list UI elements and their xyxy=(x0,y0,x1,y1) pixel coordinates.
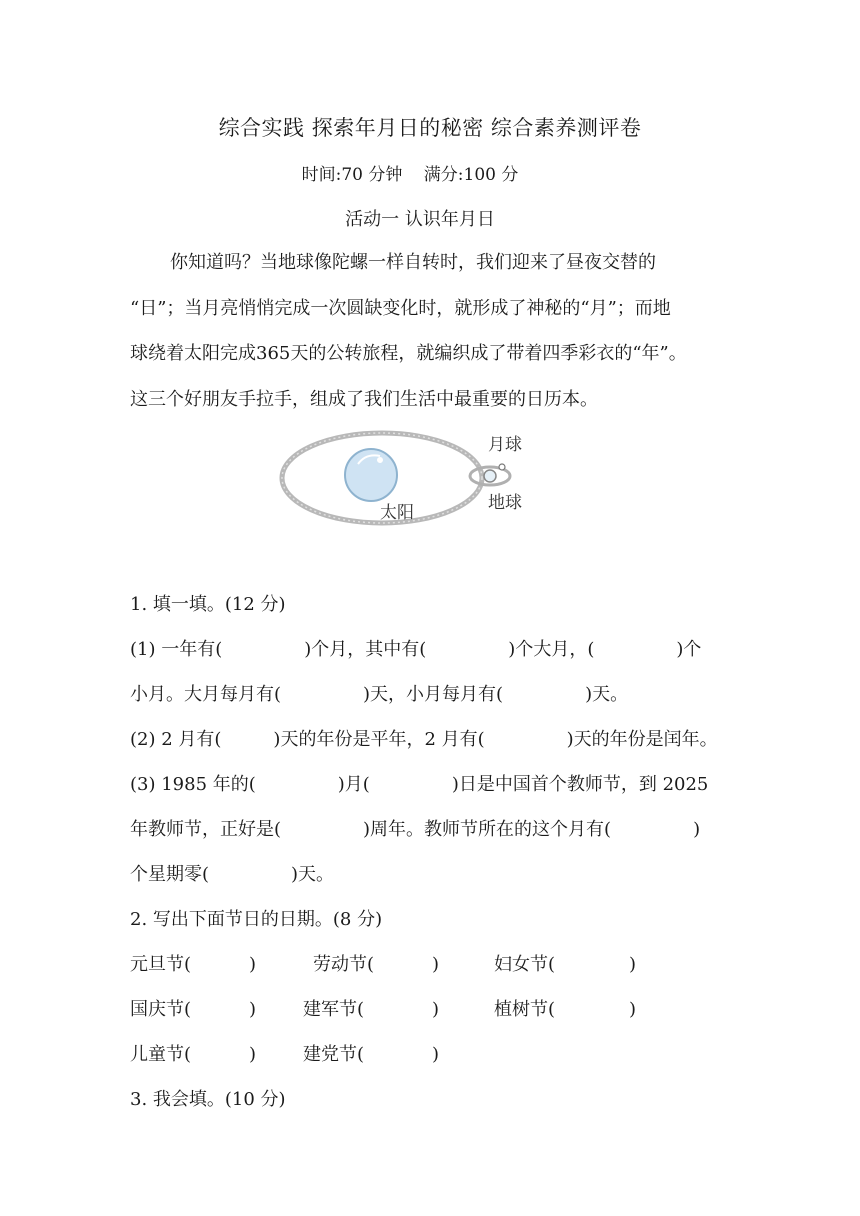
intro-line: 球绕着太阳完成365天的公转旅程，就编织成了带着四季彩衣的“年”。 xyxy=(130,343,687,364)
q2-title: 2. 写出下面节日的日期。(8 分) xyxy=(130,909,383,930)
section-title: 活动一 认识年月日 xyxy=(345,209,495,230)
holiday-army-day: 建军节( ) xyxy=(303,999,440,1020)
q1-part1-line1: (1) 一年有( )个月，其中有( )个大月，( )个 xyxy=(130,639,702,660)
q3-title: 3. 我会填。(10 分) xyxy=(130,1089,286,1110)
moon-label: 月球 xyxy=(488,435,522,455)
intro-line: “日”；当月亮悄悄完成一次圆缺变化时，就形成了神秘的“月”；而地 xyxy=(130,297,671,319)
intro-line: 你知道吗？当地球像陀螺一样自转时，我们迎来了昼夜交替的 xyxy=(170,252,656,273)
q1-part3-line2: 年教师节，正好是( )周年。教师节所在的这个月有( ) xyxy=(130,819,701,840)
q1-title: 1. 填一填。(12 分) xyxy=(130,594,286,615)
intro-line: 这三个好朋友手拉手，组成了我们生活中最重要的日历本。 xyxy=(130,388,598,410)
q1-part3-line3: 个星期零( )天。 xyxy=(130,864,335,885)
holiday-new-year: 元旦节( ) xyxy=(130,954,257,975)
q1-part2: (2) 2 月有( )天的年份是平年，2 月有( )天的年份是闰年。 xyxy=(130,729,718,750)
full-score: 满分:100 分 xyxy=(423,165,519,185)
holiday-womens-day: 妇女节( ) xyxy=(494,954,637,975)
holiday-arbor-day: 植树节( ) xyxy=(494,999,637,1020)
moon-icon xyxy=(499,464,505,470)
sun-icon xyxy=(345,449,397,501)
orbit-illustration xyxy=(276,420,536,530)
page-title: 综合实践 探索年月日的秘密 综合素养测评卷 xyxy=(218,116,642,140)
holiday-childrens-day: 儿童节( ) xyxy=(130,1044,257,1065)
holiday-labor-day: 劳动节( ) xyxy=(313,954,440,975)
intro-paragraph xyxy=(130,240,740,422)
holiday-party-day: 建党节( ) xyxy=(303,1044,440,1065)
orbit-diagram xyxy=(276,420,536,530)
exam-info xyxy=(0,160,820,185)
time-limit: 时间:70 分钟 xyxy=(301,165,403,185)
sun-label: 太阳 xyxy=(380,503,414,523)
earth-label: 地球 xyxy=(488,493,522,513)
q1-part1-line2: 小月。大月每月有( )天，小月每月有( )天。 xyxy=(130,684,629,705)
earth-icon xyxy=(484,470,496,482)
holiday-national-day: 国庆节( ) xyxy=(130,999,257,1020)
q1-part3-line1: (3) 1985 年的( )月( )日是中国首个教师节，到 2025 xyxy=(130,774,709,795)
